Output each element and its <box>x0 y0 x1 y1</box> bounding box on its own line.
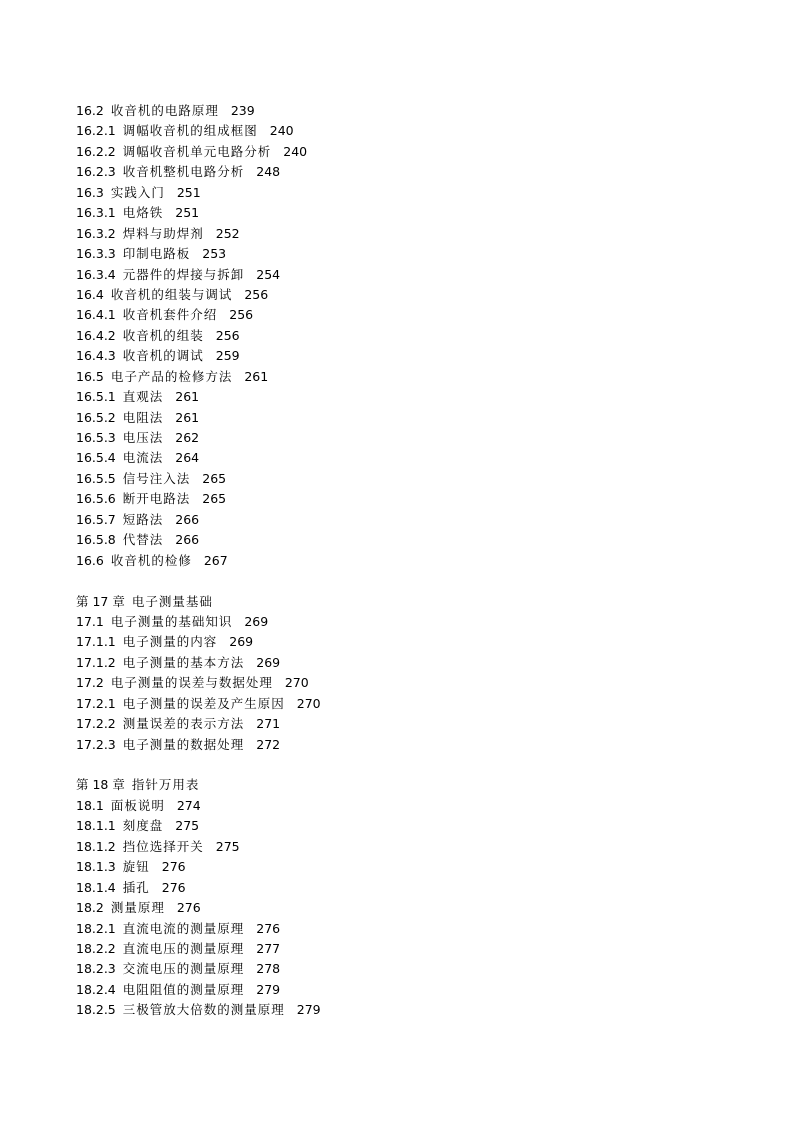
toc-entry-page-number: 277 <box>256 940 281 956</box>
toc-entry-page-number: 266 <box>175 532 200 548</box>
toc-entry-page-number: 256 <box>229 307 254 323</box>
toc-entry-number: 16.5.6 <box>76 491 116 507</box>
toc-entry-page-number: 274 <box>176 797 201 813</box>
toc-entry-page-number: 267 <box>203 552 228 568</box>
toc-entry-number: 16.2.2 <box>76 143 116 159</box>
toc-entry-number: 17.1 <box>76 613 104 629</box>
toc-entry-title: 直流电压的测量原理 <box>122 940 245 956</box>
toc-entry-page-number: 248 <box>256 164 281 180</box>
toc-entry-page-number: 261 <box>244 368 269 384</box>
toc-entry-number: 18.1.3 <box>76 859 116 875</box>
toc-entry-number: 16.4.2 <box>76 327 116 343</box>
toc-entry-title: 电子测量的内容 <box>122 634 218 650</box>
toc-entry-number: 16.5.8 <box>76 532 116 548</box>
toc-entry-number: 16.5.3 <box>76 430 116 445</box>
toc-entry-title: 印制电路板 <box>122 246 191 262</box>
toc-entry-title: 电流法 <box>122 450 164 466</box>
toc-entry <box>76 632 756 652</box>
toc-entry <box>76 224 756 244</box>
toc-entry-number: 18.2.2 <box>76 940 116 956</box>
toc-entry-page-number: 272 <box>256 736 281 752</box>
toc-entry-page-number: 251 <box>176 184 201 200</box>
toc-entry-title: 测量原理 <box>110 900 165 916</box>
toc-entry-title: 交流电压的测量原理 <box>122 961 245 977</box>
toc-entry-number: 18.1 <box>76 797 104 813</box>
toc-entry-page-number: 259 <box>215 348 240 364</box>
toc-entry-page-number: 278 <box>256 961 281 977</box>
toc-entry <box>76 673 756 693</box>
toc-entry-title: 代替法 <box>122 532 164 548</box>
toc-entry-page-number: 252 <box>215 225 240 241</box>
toc-entry-page-number: 240 <box>283 143 308 159</box>
toc-entry-page-number: 270 <box>296 695 321 711</box>
toc-entry-number: 16.4.3 <box>76 348 116 364</box>
toc-entry-page-number: 239 <box>230 103 255 118</box>
toc-entry-title: 电子测量基础 <box>131 593 213 609</box>
toc-entry-title: 调幅收音机单元电路分析 <box>122 143 272 159</box>
toc-entry-page-number: 266 <box>175 511 200 527</box>
toc-entry <box>76 735 756 755</box>
toc-entry-number: 17.1.2 <box>76 654 116 670</box>
toc-entry-title: 直流电流的测量原理 <box>122 920 245 936</box>
toc-entry-title: 收音机套件介绍 <box>122 307 218 323</box>
toc-entry <box>76 612 756 632</box>
toc-entry-page-number: 269 <box>256 654 281 670</box>
toc-entry-title: 电子测量的误差及产生原因 <box>122 695 285 711</box>
toc-entry-number: 16.3.1 <box>76 205 116 221</box>
toc-entry-number: 16.5.2 <box>76 409 116 425</box>
toc-entry <box>76 142 756 162</box>
toc-entry-page-number: 279 <box>296 1002 321 1018</box>
toc-entry <box>76 489 756 509</box>
toc-entry-title: 元器件的焊接与拆卸 <box>122 266 245 282</box>
toc-entry-title: 刻度盘 <box>122 818 164 834</box>
toc-entry-number: 16.5.5 <box>76 470 116 486</box>
toc-entry <box>76 939 756 959</box>
toc-entry-number: 16.4.1 <box>76 307 116 323</box>
toc-entry <box>76 428 756 448</box>
toc-entry-title: 三极管放大倍数的测量原理 <box>122 1002 285 1018</box>
toc-entry-number: 16.2 <box>76 103 104 118</box>
toc-entry-page-number: 256 <box>244 286 269 302</box>
toc-entry-title: 电压法 <box>122 430 164 445</box>
toc-entry-page-number: 269 <box>244 613 269 629</box>
toc-entry-page-number: 276 <box>256 920 281 936</box>
toc-entry <box>76 959 756 979</box>
toc-entry-title: 直观法 <box>122 389 164 405</box>
toc-entry-number: 18.2.3 <box>76 961 116 977</box>
toc-entry <box>76 980 756 1000</box>
toc-entry <box>76 796 756 816</box>
toc-entry-title: 插孔 <box>122 879 150 895</box>
toc-entry-title: 收音机的电路原理 <box>110 103 219 118</box>
toc-entry-title: 电阻法 <box>122 409 164 425</box>
toc-entry-title: 旋钮 <box>122 859 150 875</box>
toc-entry-page-number: 240 <box>269 123 294 139</box>
toc-entry <box>76 101 756 121</box>
toc-entry-page-number: 254 <box>256 266 281 282</box>
toc-entry <box>76 326 756 346</box>
toc-entry-page-number: 270 <box>284 675 309 691</box>
chapter-heading <box>76 775 756 795</box>
toc-entry-number: 18.1.2 <box>76 838 116 854</box>
toc-entry-number: 第 17 章 <box>76 593 125 609</box>
toc-entry-page-number: 279 <box>256 981 281 997</box>
toc-entry-page-number: 262 <box>175 430 200 445</box>
toc-entry-page-number: 265 <box>202 470 227 486</box>
toc-entry <box>76 367 756 387</box>
toc-entry <box>76 919 756 939</box>
toc-entry-number: 16.5.4 <box>76 450 116 466</box>
toc-entry-page-number: 261 <box>175 389 200 405</box>
toc-entry-title: 测量误差的表示方法 <box>122 716 245 732</box>
toc-entry-number: 17.2 <box>76 675 104 691</box>
toc-entry-title: 断开电路法 <box>122 491 191 507</box>
toc-entry-title: 电子测量的误差与数据处理 <box>110 675 273 691</box>
toc-entry-number: 18.2.5 <box>76 1002 116 1018</box>
toc-entry-number: 16.6 <box>76 552 104 568</box>
toc-entry <box>76 530 756 550</box>
toc-entry-title: 挡位选择开关 <box>122 838 204 854</box>
toc-entry-number: 16.2.3 <box>76 164 116 180</box>
toc-entry-number: 16.2.1 <box>76 123 116 139</box>
toc-entry <box>76 305 756 325</box>
toc-entry-number: 16.4 <box>76 286 104 302</box>
toc-entry-title: 收音机的调试 <box>122 348 204 364</box>
toc-entry <box>76 387 756 407</box>
toc-entry-page-number: 271 <box>256 716 281 732</box>
toc-entry <box>76 857 756 877</box>
toc-entry-title: 电烙铁 <box>122 205 164 221</box>
toc-entry-number: 18.1.4 <box>76 879 116 895</box>
toc-entry-page-number: 256 <box>215 327 240 343</box>
toc-entry-title: 电子产品的检修方法 <box>110 368 233 384</box>
toc-entry-page-number: 261 <box>175 409 200 425</box>
toc-entry <box>76 121 756 141</box>
toc-entry <box>76 448 756 468</box>
toc-entry-title: 收音机整机电路分析 <box>122 164 245 180</box>
toc-entry-number: 18.2.1 <box>76 920 116 936</box>
toc-entry-title: 短路法 <box>122 511 164 527</box>
toc-entry-title: 调幅收音机的组成框图 <box>122 123 258 139</box>
toc-entry <box>76 1000 756 1020</box>
toc-entry-page-number: 275 <box>175 818 200 834</box>
toc-entry-page-number: 275 <box>215 838 240 854</box>
toc-entry <box>76 183 756 203</box>
toc-entry-page-number: 264 <box>175 450 200 466</box>
toc-entry-title: 实践入门 <box>110 184 165 200</box>
toc-entry <box>76 346 756 366</box>
toc-entry-number: 16.3 <box>76 184 104 200</box>
toc-entry-title: 信号注入法 <box>122 470 191 486</box>
toc-entry-title: 收音机的检修 <box>110 552 192 568</box>
toc-entry <box>76 285 756 305</box>
toc-entry-title: 收音机的组装与调试 <box>110 286 233 302</box>
toc-entry-title: 收音机的组装 <box>122 327 204 343</box>
toc-entry-page-number: 251 <box>175 205 200 221</box>
toc-entry-number: 18.1.1 <box>76 818 116 834</box>
toc-entry-number: 18.2.4 <box>76 981 116 997</box>
toc-entry-page-number: 253 <box>202 246 227 262</box>
toc-entry-title: 电子测量的基本方法 <box>122 654 245 670</box>
section-gap <box>76 571 756 591</box>
toc-entry-page-number: 276 <box>176 900 201 916</box>
toc-entry <box>76 714 756 734</box>
toc-entry-number: 16.5 <box>76 368 104 384</box>
toc-entry <box>76 510 756 530</box>
toc-entry-page-number: 269 <box>229 634 254 650</box>
toc-entry <box>76 244 756 264</box>
toc-entry-number: 16.3.4 <box>76 266 116 282</box>
toc-entry-page-number: 276 <box>161 859 186 875</box>
toc-entry-number: 16.5.7 <box>76 511 116 527</box>
toc-entry <box>76 408 756 428</box>
toc-entry <box>76 898 756 918</box>
toc-entry-number: 16.3.2 <box>76 225 116 241</box>
table-of-contents <box>76 101 756 1021</box>
toc-entry-page-number: 276 <box>161 879 186 895</box>
toc-entry-title: 焊料与助焊剂 <box>122 225 204 241</box>
toc-entry-number: 17.1.1 <box>76 634 116 650</box>
toc-entry <box>76 837 756 857</box>
toc-entry <box>76 878 756 898</box>
toc-entry-title: 指针万用表 <box>131 777 200 793</box>
toc-entry-number: 16.3.3 <box>76 246 116 262</box>
toc-entry-number: 第 18 章 <box>76 777 125 793</box>
toc-entry-number: 17.2.2 <box>76 716 116 732</box>
toc-entry <box>76 694 756 714</box>
toc-entry-page-number: 265 <box>202 491 227 507</box>
section-gap <box>76 755 756 775</box>
toc-entry-number: 18.2 <box>76 900 104 916</box>
toc-entry <box>76 203 756 223</box>
toc-entry <box>76 469 756 489</box>
toc-entry <box>76 265 756 285</box>
toc-entry-number: 17.2.1 <box>76 695 116 711</box>
toc-entry <box>76 653 756 673</box>
toc-entry-title: 电子测量的数据处理 <box>122 736 245 752</box>
toc-entry-title: 电子测量的基础知识 <box>110 613 233 629</box>
toc-entry-title: 电阻阻值的测量原理 <box>122 981 245 997</box>
toc-entry-title: 面板说明 <box>110 797 165 813</box>
toc-entry <box>76 162 756 182</box>
toc-entry <box>76 551 756 571</box>
toc-entry-number: 16.5.1 <box>76 389 116 405</box>
chapter-heading <box>76 592 756 612</box>
toc-entry-number: 17.2.3 <box>76 736 116 752</box>
toc-entry <box>76 816 756 836</box>
